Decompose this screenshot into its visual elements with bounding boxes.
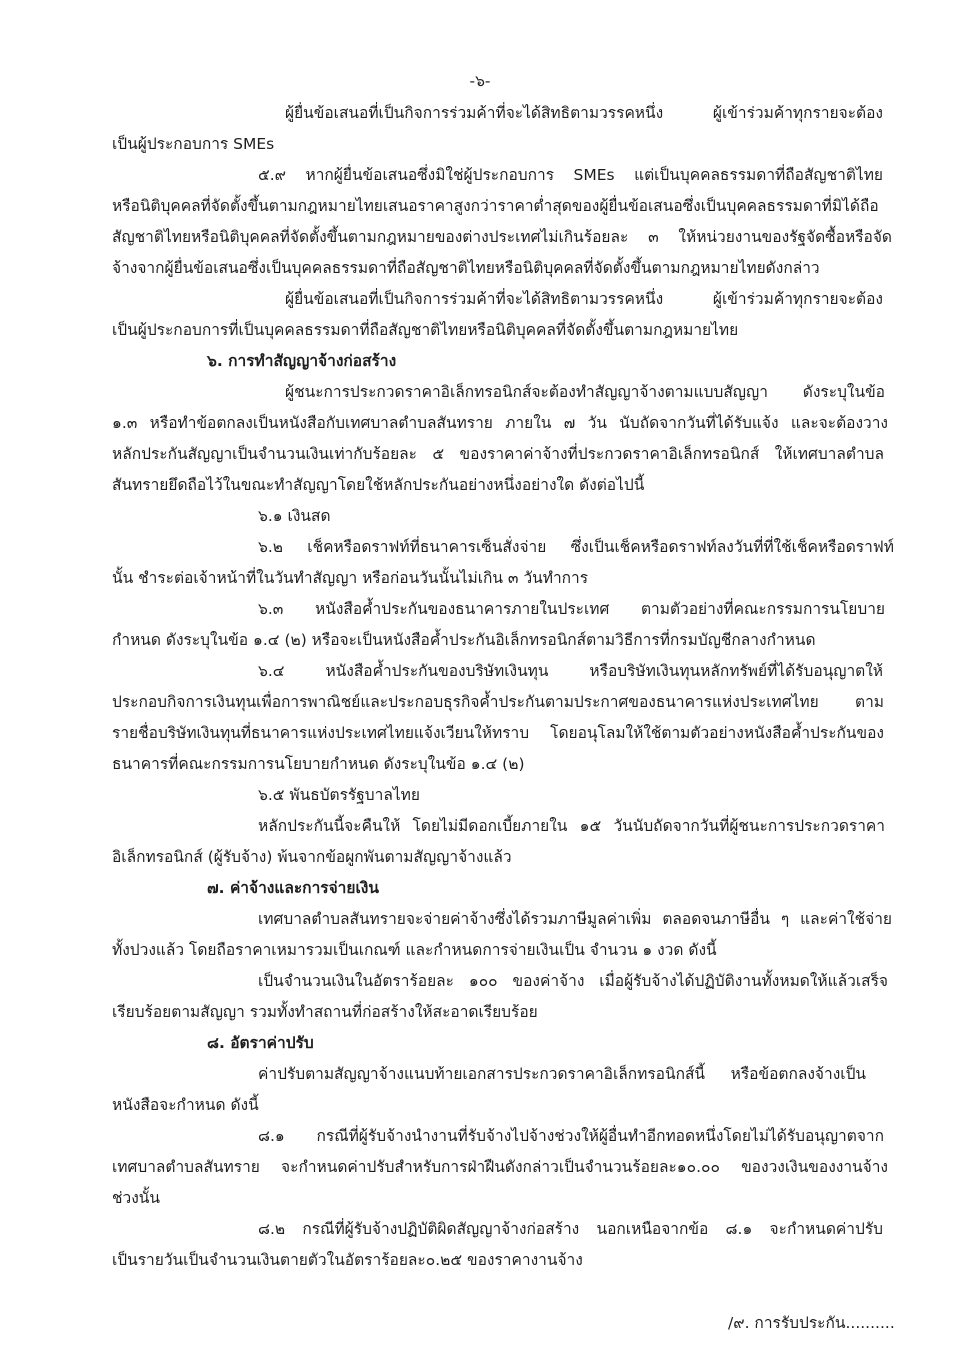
paragraph-line: ประกอบกิจการเงินทุนเพื่อการพาณิชย์และประกอบธุรกิจค้ำประกันตามประกาศของธนาคารแห่งประเทศไทย ตาม xyxy=(112,693,884,711)
list-item: ๖.๑ เงินสด xyxy=(258,507,331,525)
paragraph-line: เป็นรายวันเป็นจำนวนเงินตายตัวในอัตราร้อยละ๐.๒๕ ของราคางานจ้าง xyxy=(112,1251,583,1269)
paragraph-line: เรียบร้อยตามสัญญา รวมทั้งทำสถานที่ก่อสร้างให้สะอาดเรียบร้อย xyxy=(112,1003,538,1021)
paragraph-line: กำหนด ดังระบุในข้อ ๑.๔ (๒) หรือจะเป็นหนังสือค้ำประกันอิเล็กทรอนิกส์ตามวิธีการที่กรมบัญชีกลางกำหนด xyxy=(112,631,816,649)
paragraph-line: ผู้ชนะการประกวดราคาอิเล็กทรอนิกส์จะต้องทำสัญญาจ้างตามแบบสัญญา ดังระบุในข้อ xyxy=(285,383,885,401)
paragraph-line: สัญชาติไทยหรือนิติบุคคลที่จัดตั้งขึ้นตามกฎหมายของต่างประเทศไม่เกินร้อยละ ๓ ให้หน่วยงานของรัฐจัดซื้อหรือจัด xyxy=(112,228,892,246)
list-item: ๖.๒ เช็คหรือดราฟท์ที่ธนาคารเซ็นสั่งจ่าย ซึ่งเป็นเช็คหรือดราฟท์ลงวันที่ที่ใช้เช็คหรือดราฟท์ xyxy=(258,538,894,556)
paragraph-line: ๑.๓ หรือทำข้อตกลงเป็นหนังสือกับเทศบาลตำบลสันทราย ภายใน ๗ วัน นับถัดจากวันที่ได้รับแจ้ง และจะต้องวาง xyxy=(112,414,888,432)
paragraph-line: ผู้ยื่นข้อเสนอที่เป็นกิจการร่วมค้าที่จะได้สิทธิตามวรรคหนึ่ง ผู้เข้าร่วมค้าทุกรายจะต้อง xyxy=(285,104,883,122)
list-item: ๘.๒ กรณีที่ผู้รับจ้างปฏิบัติผิดสัญญาจ้างก่อสร้าง นอกเหนือจากข้อ ๘.๑ จะกำหนดค่าปรับ xyxy=(258,1220,883,1238)
paragraph-line: หลักประกันสัญญาเป็นจำนวนเงินเท่ากับร้อยละ ๕ ของราคาค่าจ้างที่ประกวดราคาอิเล็กทรอนิกส์ ให้เทศบาลตำบล xyxy=(112,445,884,463)
list-item: ๖.๓ หนังสือค้ำประกันของธนาคารภายในประเทศ ตามตัวอย่างที่คณะกรรมการนโยบาย xyxy=(258,600,885,618)
paragraph-line: นั้น ชำระต่อเจ้าหน้าที่ในวันทำสัญญา หรือก่อนวันนั้นไม่เกิน ๓ วันทำการ xyxy=(112,569,589,587)
paragraph-line: เป็นจำนวนเงินในอัตราร้อยละ ๑๐๐ ของค่าจ้าง เมื่อผู้รับจ้างได้ปฏิบัติงานทั้งหมดให้แล้วเสร็จ xyxy=(258,972,888,990)
list-item: ๖.๔ หนังสือค้ำประกันของบริษัทเงินทุน หรือบริษัทเงินทุนหลักทรัพย์ที่ได้รับอนุญาตให้ xyxy=(258,662,883,680)
paragraph-line: อิเล็กทรอนิกส์ (ผู้รับจ้าง) พ้นจากข้อผูกพันตามสัญญาจ้างแล้ว xyxy=(112,848,512,866)
paragraph-line: หนังสือจะกำหนด ดังนี้ xyxy=(112,1096,259,1114)
paragraph-line: รายชื่อบริษัทเงินทุนที่ธนาคารแห่งประเทศไทยแจ้งเวียนให้ทราบ โดยอนุโลมให้ใช้ตามตัวอย่างหนังสือค้ำประกันของ xyxy=(112,724,884,742)
list-item: ๖.๕ พันธบัตรรัฐบาลไทย xyxy=(258,786,420,804)
paragraph-line: เป็นผู้ประกอบการที่เป็นบุคคลธรรมดาที่ถือสัญชาติไทยหรือนิติบุคคลที่จัดตั้งขึ้นตามกฎหมายไทย xyxy=(112,321,739,339)
paragraph-line: เทศบาลตำบลสันทราย จะกำหนดค่าปรับสำหรับการฝ่าฝืนดังกล่าวเป็นจำนวนร้อยละ๑๐.๐๐ ของวงเงินของงานจ้าง xyxy=(112,1158,888,1176)
paragraph-line: เทศบาลตำบลสันทรายจะจ่ายค่าจ้างซึ่งได้รวมภาษีมูลค่าเพิ่ม ตลอดจนภาษีอื่น ๆ และค่าใช้จ่าย xyxy=(258,910,892,928)
section-heading: ๖. การทำสัญญาจ้างก่อสร้าง xyxy=(207,352,397,370)
section-heading: ๘. อัตราค่าปรับ xyxy=(207,1034,314,1052)
paragraph-line: เป็นผู้ประกอบการ SMEs xyxy=(112,135,275,153)
paragraph-line: ค่าปรับตามสัญญาจ้างแนบท้ายเอกสารประกวดราคาอิเล็กทรอนิกส์นี้ หรือข้อตกลงจ้างเป็น xyxy=(258,1065,866,1083)
paragraph-line: จ้างจากผู้ยื่นข้อเสนอซึ่งเป็นบุคคลธรรมดาที่ถือสัญชาติไทยหรือนิติบุคคลที่จัดตั้งขึ้นตามกฎหมายไทยดังกล่าว xyxy=(112,259,820,277)
section-line: ๕.๙ หากผู้ยื่นข้อเสนอซึ่งมิใช่ผู้ประกอบการ SMEs แต่เป็นบุคคลธรรมดาที่ถือสัญชาติไทย xyxy=(258,166,883,184)
paragraph-line: ธนาคารที่คณะกรรมการนโยบายกำหนด ดังระบุในข้อ ๑.๔ (๒) xyxy=(112,755,525,773)
paragraph-line: ผู้ยื่นข้อเสนอที่เป็นกิจการร่วมค้าที่จะได้สิทธิตามวรรคหนึ่ง ผู้เข้าร่วมค้าทุกรายจะต้อง xyxy=(285,290,883,308)
list-item: ๘.๑ กรณีที่ผู้รับจ้างนำงานที่รับจ้างไปจ้างช่วงให้ผู้อื่นทำอีกทอดหนึ่งโดยไม่ได้รับอนุญาตจาก xyxy=(258,1127,884,1145)
paragraph-line: หรือนิติบุคคลที่จัดตั้งขึ้นตามกฎหมายไทยเสนอราคาสูงกว่าราคาต่ำสุดของผู้ยื่นข้อเสนอซึ่งเป็นบุคคลธรรมดาที่มิได้ถือ xyxy=(112,197,879,215)
paragraph-line: สันทรายยึดถือไว้ในขณะทำสัญญาโดยใช้หลักประกันอย่างหนึ่งอย่างใด ดังต่อไปนี้ xyxy=(112,476,645,494)
section-heading: ๗. ค่าจ้างและการจ่ายเงิน xyxy=(207,879,379,897)
paragraph-line: ทั้งปวงแล้ว โดยถือราคาเหมารวมเป็นเกณฑ์ และกำหนดการจ่ายเงินเป็น จำนวน ๑ งวด ดังนี้ xyxy=(112,941,717,959)
continuation-note: /๙. การรับประกัน.......... xyxy=(728,1314,895,1332)
paragraph-line: ช่วงนั้น xyxy=(112,1189,160,1207)
paragraph-line: หลักประกันนี้จะคืนให้ โดยไม่มีดอกเบี้ยภายใน ๑๕ วันนับถัดจากวันที่ผู้ชนะการประกวดราคา xyxy=(258,817,885,835)
page-number: -๖- xyxy=(469,72,491,90)
